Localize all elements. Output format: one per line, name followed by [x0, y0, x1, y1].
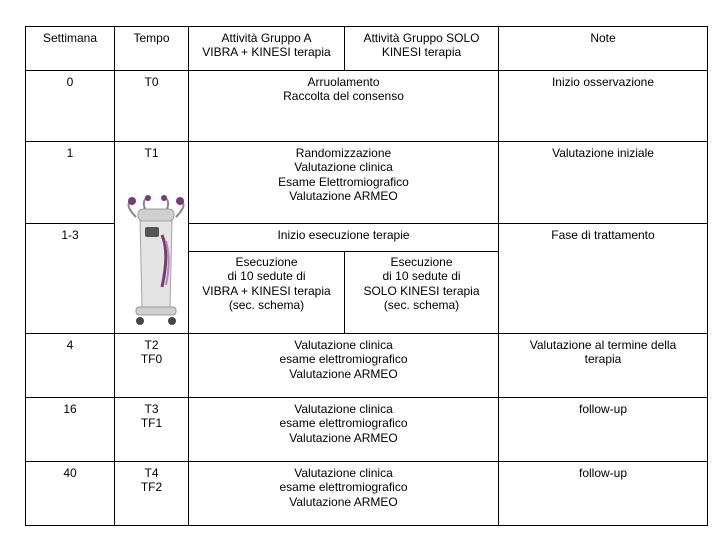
cell-note: follow-up	[499, 398, 708, 462]
cell-attivita: Randomizzazione Valutazione clinica Esame Elettromiografico Valutazione ARMEO	[189, 142, 499, 224]
header-row	[26, 27, 708, 71]
cell-attivita: Valutazione clinica esame elettromiografico Valutazione ARMEO	[189, 462, 499, 526]
cell-note: Inizio osservazione	[499, 71, 708, 142]
table-row	[26, 71, 708, 142]
cell-settimana: 1	[26, 142, 115, 224]
cell-settimana: 1-3	[26, 224, 115, 334]
cell-tempo: T4 TF2	[115, 462, 189, 526]
cell-tempo: T1	[115, 142, 189, 224]
cell-tempo: T3 TF1	[115, 398, 189, 462]
cell-settimana: 0	[26, 71, 115, 142]
cell-gruppo-a: Esecuzione di 10 sedute di VIBRA + KINESI terapia (sec. schema)	[189, 252, 345, 334]
cell-note: Valutazione al termine della terapia	[499, 334, 708, 398]
cell-settimana: 4	[26, 334, 115, 398]
header-gruppo-a: Attività Gruppo A VIBRA + KINESI terapia	[189, 27, 345, 71]
cell-settimana: 40	[26, 462, 115, 526]
cell-attivita: Arruolamento Raccolta del consenso	[189, 71, 499, 142]
table-row	[26, 398, 708, 462]
vibration-therapy-device-icon	[122, 195, 190, 329]
header-settimana: Settimana	[26, 27, 115, 71]
cell-attivita: Valutazione clinica esame elettromiografico Valutazione ARMEO	[189, 398, 499, 462]
header-gruppo-solo: Attività Gruppo SOLO KINESI terapia	[345, 27, 499, 71]
cell-note: Valutazione iniziale	[499, 142, 708, 224]
cell-gruppo-solo: Esecuzione di 10 sedute di SOLO KINESI terapia (sec. schema)	[345, 252, 499, 334]
cell-tempo: T0	[115, 71, 189, 142]
cell-attivita: Inizio esecuzione terapie	[189, 224, 499, 252]
cell-settimana: 16	[26, 398, 115, 462]
table-row	[26, 334, 708, 398]
cell-tempo: T2 TF0	[115, 334, 189, 398]
cell-note: follow-up	[499, 462, 708, 526]
header-note: Note	[499, 27, 708, 71]
cell-attivita: Valutazione clinica esame elettromiografico Valutazione ARMEO	[189, 334, 499, 398]
table-row	[26, 462, 708, 526]
cell-note: Fase di trattamento	[499, 224, 708, 334]
header-tempo: Tempo	[115, 27, 189, 71]
